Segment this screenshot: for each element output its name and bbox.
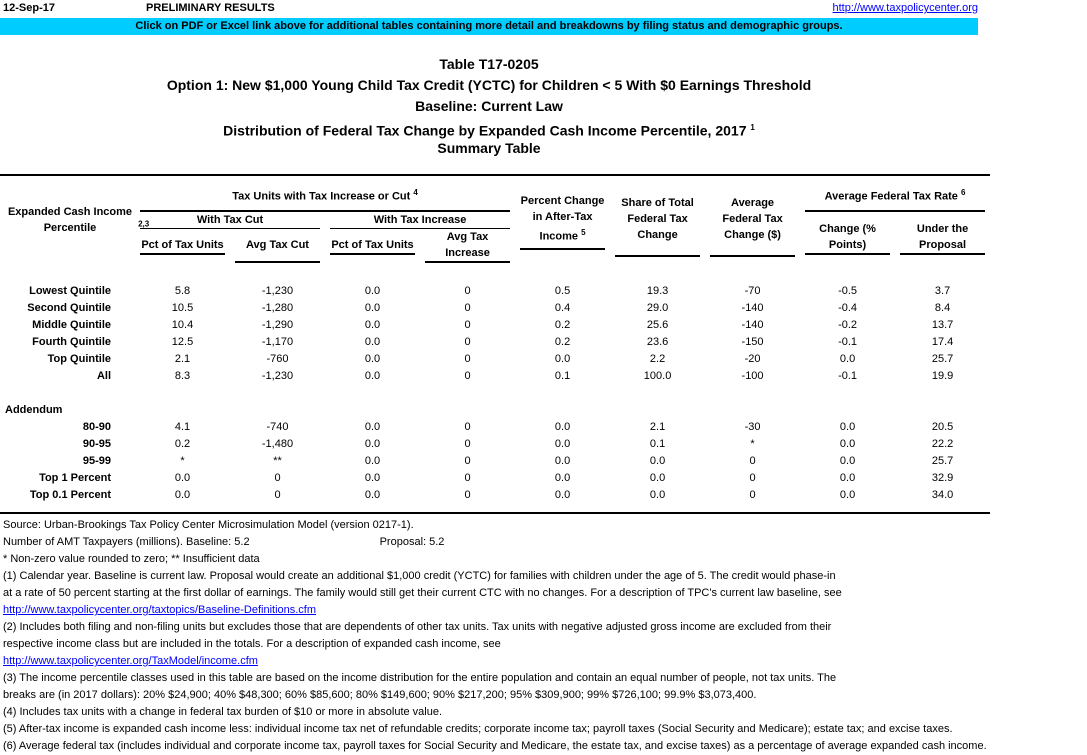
cell-value: 25.7 [931,455,954,467]
note-2: (2) Includes both filing and non-filing units but excludes those that are dependents of other tax units. Tax units with negative adjusted gross income are excluded from their [3,621,832,633]
cell-value: 2.1 [649,421,666,433]
cell-value: 34.0 [931,489,954,501]
cell-value: 0 [464,302,471,314]
cell-value: 0.0 [554,421,571,433]
cell-value: 19.3 [646,285,669,297]
cell-value: -30 [744,421,761,433]
status-label: PRELIMINARY RESULTS [146,2,275,14]
header-under-proposal: Under the Proposal [900,221,985,255]
cell-value: 2.1 [174,353,191,365]
row-label: 95-99 [82,455,111,467]
cell-value: 0.0 [554,489,571,501]
cell-value: 0.0 [839,421,856,433]
cell-value: -20 [744,353,761,365]
date: 12-Sep-17 [3,2,55,14]
cell-value: 8.4 [934,302,951,314]
cell-value: 0 [749,455,756,467]
table-row [0,283,990,300]
amt-note: Number of AMT Taxpayers (millions). Baseline: 5.2 Proposal: 5.2 [3,536,445,548]
table-row [0,419,990,436]
footnotes [3,517,1087,755]
cell-value: 0.0 [554,438,571,450]
cell-value: -0.1 [838,370,858,382]
row-label: Middle Quintile [32,319,111,331]
header-avg-increase: Avg Tax Increase [425,229,510,263]
header-pct-change: Percent Change in After-Tax Income $^5$ [520,189,605,251]
header-share: Share of Total Federal Tax Change [615,183,700,257]
note-6: (6) Average federal tax (includes individual and corporate income tax, payroll taxes for Social Security and Medicare, the estate tax, and excise taxes) as a percentage of average expanded cash income. [3,740,987,752]
top-bar [3,2,978,16]
note-4: (4) Includes tax units with a change in federal tax burden of $10 or more in absolute value. [3,706,443,718]
cell-value: 29.0 [646,302,669,314]
baseline-title: Baseline: Current Law [415,98,563,114]
cell-value: -140 [741,302,764,314]
cell-value: 0 [464,489,471,501]
cell-value: 0.0 [364,438,381,450]
header-tax-units: Tax Units with Tax Increase or Cut $^4$ [140,176,510,212]
cell-value: 0.0 [554,353,571,365]
cell-value: * [180,455,185,467]
cell-value: 0.0 [839,353,856,365]
cell-value: -0.1 [838,336,858,348]
note-3: (3) The income percentile classes used in this table are based on the income distribution for the entire population and contain an equal number of people, not tax units. The [3,672,837,684]
cell-value: 22.2 [931,438,954,450]
info-banner: Click on PDF or Excel link above for additional tables containing more detail and breakdowns by filing status and demographic groups. [0,18,978,35]
cell-value: 0 [464,336,471,348]
row-label: Top Quintile [47,353,111,365]
cell-value: 0 [274,489,281,501]
tpc-link[interactable]: http://www.taxpolicycenter.org [832,2,978,14]
cell-value: 0.0 [839,489,856,501]
cell-value: 0.0 [839,455,856,467]
cell-value: 0.5 [554,285,571,297]
table-row [0,351,990,368]
cell-value: 0.0 [649,472,666,484]
cell-value: 17.4 [931,336,954,348]
cell-value: 0.0 [839,472,856,484]
cell-value: 13.7 [931,319,954,331]
cell-value: 0.0 [364,472,381,484]
row-label: Top 0.1 Percent [29,489,111,501]
title-block [0,54,978,159]
header-avg-cut: Avg Tax Cut [235,229,320,263]
cell-value: -1,230 [261,370,294,382]
table-row [0,436,990,453]
cell-value: 0.0 [364,455,381,467]
header-avg-rate: Average Federal Tax Rate $^6$ [805,176,985,212]
cell-value: 0.0 [364,421,381,433]
cell-value: 0.0 [839,438,856,450]
subtitle [0,117,978,138]
cell-value: 0.0 [364,370,381,382]
table-row [0,317,990,334]
cell-value: 0.0 [174,489,191,501]
cell-value: -760 [266,353,289,365]
cell-value: 0.0 [364,353,381,365]
row-label: All [96,370,111,382]
cell-value: -100 [741,370,764,382]
cell-value: 0.0 [364,489,381,501]
cell-value: 0.1 [554,370,571,382]
row-label: 90-95 [82,438,111,450]
cell-value: 0 [464,472,471,484]
cell-value: 0.0 [554,472,571,484]
note-3-cont: breaks are (in 2017 dollars): 20% $24,900; 40% $48,300; 60% $85,600; 80% $149,600; 90% $217,200; 95% $309,900; 99% $726,100; 99.9% $3,073,400. [3,689,757,701]
row-label: Fourth Quintile [32,336,111,348]
source-note: Source: Urban-Brookings Tax Policy Center Microsimulation Model (version 0217-1). [3,519,414,531]
cell-value: 0 [464,285,471,297]
header-with-increase: With Tax Increase [330,212,510,229]
cell-value: 0.0 [649,489,666,501]
cell-value: -1,230 [261,285,294,297]
cell-value: 0 [464,455,471,467]
cell-value: -740 [266,421,289,433]
cell-value: 10.4 [171,319,194,331]
note-2-cont: respective income class but are included in the totals. For a description of expanded cash income, see [3,638,501,650]
note-1: (1) Calendar year. Baseline is current law. Proposal would create an additional $1,000 credit (YCTC) for families with children under the age of 5. The credit would phase-in [3,570,836,582]
table-row [0,453,990,470]
cell-value: -1,290 [261,319,294,331]
cell-value: 0.0 [174,472,191,484]
footnote-ref: 1 [750,123,755,132]
cell-value: 19.9 [931,370,954,382]
cell-value: 23.6 [646,336,669,348]
row-label: Second Quintile [27,302,111,314]
table-row [0,368,990,385]
cell-value: 0 [749,472,756,484]
cell-value: 0 [464,370,471,382]
cell-value: -0.4 [838,302,858,314]
row-label: Top 1 Percent [39,472,111,484]
cell-value: 0 [464,319,471,331]
cell-value: -150 [741,336,764,348]
cell-value: 32.9 [931,472,954,484]
cell-value: -1,170 [261,336,294,348]
option-title: Option 1: New $1,000 Young Child Tax Credit (YCTC) for Children < 5 With $0 Earnings Threshold [166,77,812,93]
cell-value: 0.1 [649,438,666,450]
cell-value: 0.0 [364,302,381,314]
cell-value: 0.0 [364,319,381,331]
cell-value: 0 [464,438,471,450]
cell-value: -0.5 [838,285,858,297]
cell-value: 12.5 [171,336,194,348]
note-5: (5) After-tax income is expanded cash income less: individual income tax net of refundable credits; corporate income tax; payroll taxes (Social Security and Medicare); estate tax; and excise taxes. [3,723,953,735]
cell-value: 0.0 [649,455,666,467]
legend-note: * Non-zero value rounded to zero; ** Insufficient data [3,553,260,565]
cell-value: -1,480 [261,438,294,450]
cell-value: 25.6 [646,319,669,331]
cell-value: -1,280 [261,302,294,314]
table-row [0,334,990,351]
cell-value: 0 [464,421,471,433]
table-id: Table T17-0205 [439,56,539,72]
table-row [0,470,990,487]
cell-value: 20.5 [931,421,954,433]
cell-value: 4.1 [174,421,191,433]
table-row [0,487,990,504]
summary-table [0,174,990,514]
cell-value: 0.2 [554,319,571,331]
header-pct-units-increase: Pct of Tax Units [330,237,415,255]
income-definition-link[interactable]: http://www.taxpolicycenter.org/TaxModel/income.cfm [3,655,258,667]
header-pct-units: Pct of Tax Units [140,237,225,255]
cell-value: 0 [749,489,756,501]
cell-value: 3.7 [934,285,951,297]
header-change-pts: Change (% Points) [805,221,890,255]
baseline-definitions-link[interactable]: http://www.taxpolicycenter.org/taxtopics/Baseline-Definitions.cfm [3,604,317,616]
row-label: 80-90 [82,421,111,433]
addendum-label: Addendum [5,404,63,416]
cell-value: 8.3 [174,370,191,382]
cell-value: 5.8 [174,285,191,297]
cell-value: 0.0 [554,455,571,467]
cell-value: * [750,438,755,450]
note-1-cont: at a rate of 50 percent starting at the first dollar of earnings. The family would still get their current CTC with no changes. For a description of TPC's current law baseline, see [3,587,842,599]
cell-value: -70 [744,285,761,297]
cell-value: 0 [464,353,471,365]
header-with-cut: With Tax Cut [140,212,320,229]
cell-value: -140 [741,319,764,331]
cell-value: 25.7 [931,353,954,365]
cell-value: 0.2 [554,336,571,348]
subtitle-text: Distribution of Federal Tax Change by Expanded Cash Income Percentile, 2017 [223,122,747,139]
cell-value: 0.2 [174,438,191,450]
cell-value: 0.0 [364,285,381,297]
header-avg-change: Average Federal Tax Change ($) [710,183,795,257]
cell-value: 100.0 [643,370,672,382]
cell-value: 2.2 [649,353,666,365]
cell-value: 0.4 [554,302,571,314]
cell-value: -0.2 [838,319,858,331]
cell-value: 0.0 [364,336,381,348]
cell-value: 10.5 [171,302,194,314]
cell-value: ** [273,455,282,467]
table-row [0,300,990,317]
cell-value: 0 [274,472,281,484]
row-label: Lowest Quintile [29,285,111,297]
header-percentile: Expanded Cash Income Percentile $^{2,3}$ [7,205,150,234]
summary-title: Summary Table [437,140,541,156]
